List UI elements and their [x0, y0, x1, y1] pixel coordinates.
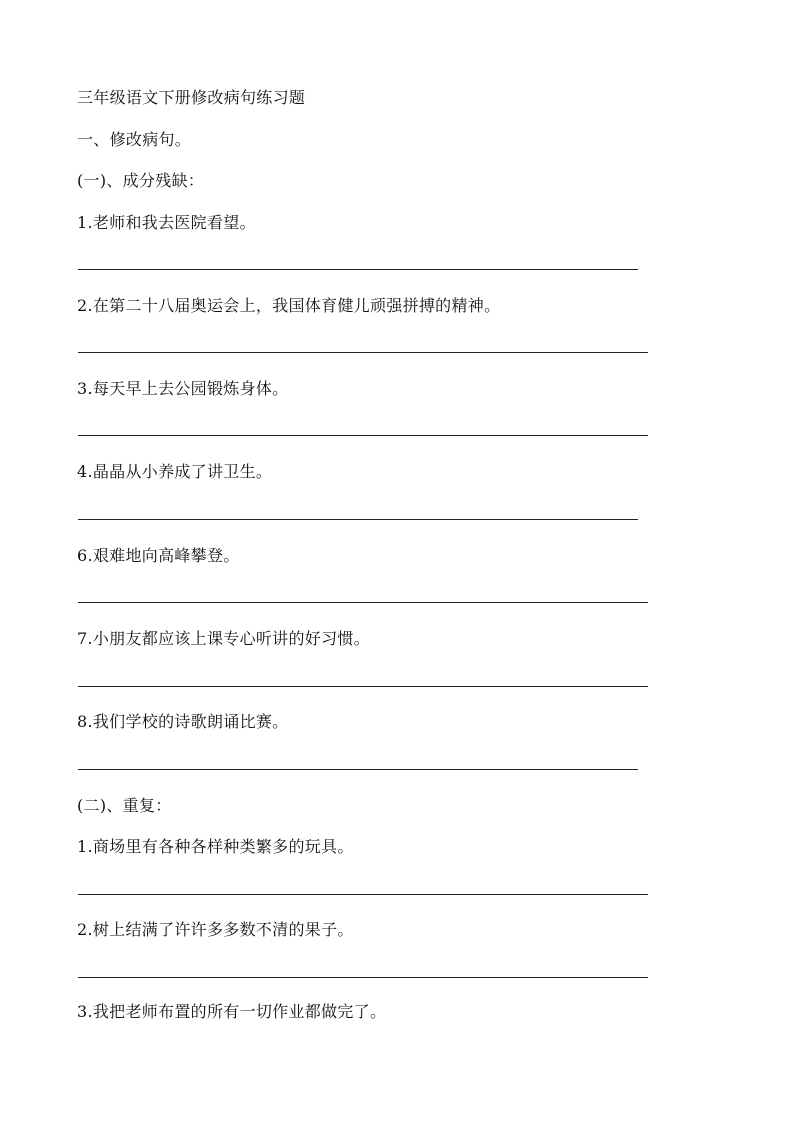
answer-line[interactable] [78, 894, 648, 895]
answer-line[interactable] [78, 435, 648, 436]
question-item: 7.小朋友都应该上课专心听讲的好习惯。 [77, 629, 370, 648]
answer-line[interactable] [78, 769, 638, 770]
question-item: 6.艰难地向高峰攀登。 [77, 546, 240, 565]
section-heading: 一、修改病句。 [77, 130, 192, 149]
answer-line[interactable] [78, 352, 648, 353]
answer-line[interactable] [78, 519, 638, 520]
question-item: 1.老师和我去医院看望。 [77, 213, 256, 232]
question-item: 8.我们学校的诗歌朗诵比赛。 [77, 712, 289, 731]
part-heading-incomplete: (一)、成分残缺： [77, 171, 205, 190]
answer-line[interactable] [78, 686, 648, 687]
question-item: 2.在第二十八届奥运会上，我国体育健儿顽强拼搏的精神。 [77, 296, 501, 315]
answer-line[interactable] [78, 269, 638, 270]
question-item: 4.晶晶从小养成了讲卫生。 [77, 462, 273, 481]
question-item: 1.商场里有各种各样种类繁多的玩具。 [77, 837, 354, 856]
answer-line[interactable] [78, 602, 648, 603]
answer-line[interactable] [78, 977, 648, 978]
part-heading-repetition: (二)、重复： [77, 796, 172, 815]
page-title: 三年级语文下册修改病句练习题 [77, 88, 306, 107]
question-item: 3.每天早上去公园锻炼身体。 [77, 379, 289, 398]
question-item: 2.树上结满了许许多多数不清的果子。 [77, 920, 354, 939]
question-item: 3.我把老师布置的所有一切作业都做完了。 [77, 1002, 387, 1021]
